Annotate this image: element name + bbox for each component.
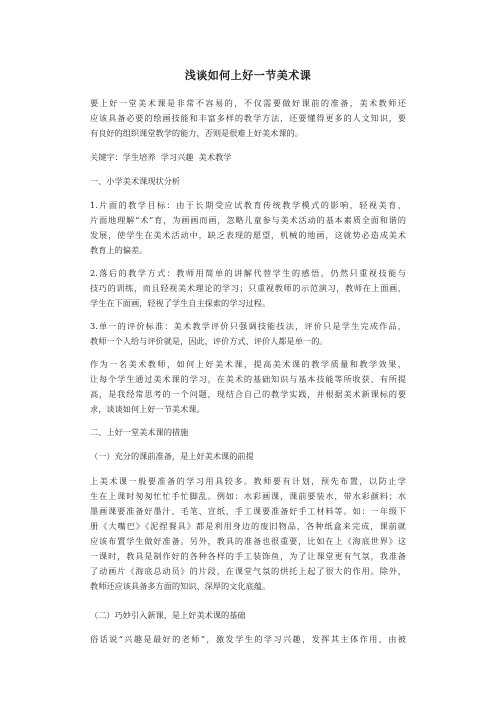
keywords-line — [90, 150, 406, 165]
text-line: 教师还应该具备多方面的知识、深厚的文化底蕴。 — [90, 581, 271, 591]
text-line: 学生在下面画，轻视了学生自主探索的学习过程。 — [90, 298, 271, 308]
page-title: 浅谈如何上好一节美术课 — [184, 69, 312, 82]
subsection-heading — [90, 449, 406, 464]
text-line: 2.落后的教学方式：教师用简单的讲解代替学生的感悟，仍然只重视技能与 — [90, 268, 406, 278]
sub2-paragraph — [90, 632, 406, 647]
section2-heading: 二、上好一堂美术课的措施 — [90, 427, 189, 437]
point-2-paragraph — [90, 266, 406, 311]
text-line: 生在上课时匆匆忙忙手忙脚乱。例如：水彩画课，课前要装水，带水彩颜料；水 — [90, 491, 406, 501]
text-line: 教师一个人给与评价就是，因此，评价方式、评价人都是单一的。 — [90, 336, 328, 346]
text-line: 册《大嘴巴》《泥捏餐具》都是利用身边的废旧物品，各种纸盒来完成，课前就 — [90, 521, 406, 531]
text-line: 上美术课一般要准备的学习用具较多。教师要有计划，预先布置，以防止学 — [90, 476, 406, 486]
point-3-paragraph — [90, 319, 406, 349]
section-heading — [90, 425, 406, 440]
text-line: 有良好的组织课堂教学的能力，否则是很难上好美术课的。 — [90, 128, 303, 138]
text-line: 了动画片《海底总动员》的片段，在课堂气氛的烘托上起了很大的作用。除外， — [90, 566, 406, 576]
text-line: 作为一名美术教师，如何上好美术课，提高美术课的教学质量和教学效果， — [90, 359, 406, 369]
point-1-paragraph — [90, 198, 406, 258]
keywords-text: 关键字：学生培养 学习兴趣 美术教学 — [90, 152, 232, 162]
text-line: 教育上的偏差。 — [90, 245, 148, 255]
text-line: 应该具备必要的绘画技能和丰富多样的教学方法，还要懂得更多的人文知识，要 — [90, 113, 406, 123]
sub2-heading: （二）巧妙引入新课，是上好美术课的基础 — [90, 610, 246, 620]
text-line: 一课时，教具是制作好的各种各样的手工装饰鱼，为了让课堂更有气氛，我准备 — [90, 551, 406, 561]
subsection-heading — [90, 608, 406, 623]
text-line: 俗话说“兴趣是最好的老师”，激发学生的学习兴趣，发挥其主体作用，由被 — [90, 634, 406, 644]
section-heading — [90, 174, 406, 189]
text-line: 技巧的训练，而且轻视美术理论的学习；只重视教师的示范演习，教师在上面画， — [90, 283, 406, 293]
text-line: 应该布置学生做好准备。另外，教具的准备也很重要，比如在上《海底世界》这 — [90, 536, 406, 546]
sub1-paragraph — [90, 474, 406, 594]
text-line: 让每个学生通过美术课的学习，在美术的基础知识与基本技能等所收获、有所提 — [90, 374, 406, 384]
intro-paragraph — [90, 96, 406, 141]
text-line: 墨画课要准备好墨汁、毛笔、宣纸，手工课要准备好手工材料等。如：一年级下 — [90, 506, 406, 516]
text-line: 发展，使学生在美术活动中，缺乏表现的愿望，机械的地画，这就势必造成美术 — [90, 230, 406, 240]
text-line: 要上好一堂美术课是非常不容易的，不仅需要做好课前的准备，美术教师还 — [90, 98, 406, 108]
text-line: 3.单一的评价标准：美术教学评价只强调技能技法，评价只是学生完成作品， — [90, 321, 406, 331]
section1-heading: 一、小学美术课现状分析 — [90, 176, 181, 186]
sub1-heading: （一）充分的课前准备，是上好美术课的前提 — [90, 451, 254, 461]
text-line: 片面地理解“术”育，为画画而画，忽略儿童参与美术活动的基本素质全面和谐的 — [90, 215, 406, 225]
text-line: 求，谈谈如何上好一节美术课。 — [90, 404, 205, 414]
text-line: 高，是我经常思考的一个问题，现结合自己的教学实践，并根据美术新课标的要 — [90, 389, 406, 399]
text-line: 1.片面的教学目标：由于长期受应试教育传统教学模式的影响，轻视美育， — [90, 200, 406, 210]
teacher-paragraph — [90, 357, 406, 417]
